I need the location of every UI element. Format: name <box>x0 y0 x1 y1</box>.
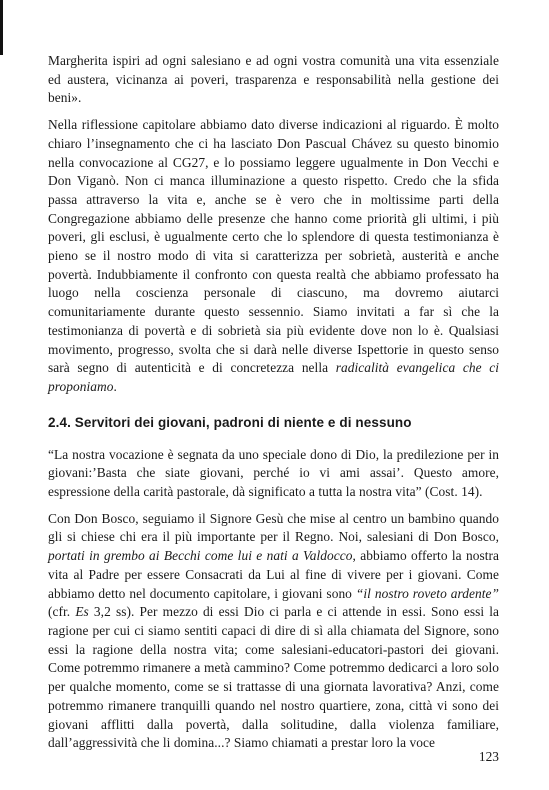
paragraph-2-italic: radicalità evangelica che ci proponiamo <box>48 360 499 394</box>
paragraph-4-part-2: , abbiamo offerto la nostra vita al Padre per essere Consacrati da Lui al fine di vivere per i giovani. Come abbiamo detto nel documento capitolare, i giovani sono <box>48 548 499 601</box>
section-heading: 2.4. Servitori dei giovani, padroni di niente e di nessuno <box>48 414 412 430</box>
paragraph-4-part-3: (cfr. <box>48 604 76 620</box>
paragraph-4-italic-1: portati in grembo ai Becchi come lui e nati a Valdocco <box>48 548 353 564</box>
paragraph-1-text: Margherita ispiri ad ogni salesiano e ad ogni vostra comunità una vita essenziale ed austera, vicinanza ai poveri, trasparenza e responsabilità nella gestione dei beni». <box>48 53 499 106</box>
paragraph-1 <box>48 52 499 108</box>
paragraph-4-part-1: Con Don Bosco, seguiamo il Signore Gesù che mise al centro un bambino quando gli si chiese chi era il più importante per il Regno. Noi, salesiani di Don Bosco, <box>48 510 499 545</box>
page-edge-mark <box>0 0 3 55</box>
paragraph-3-text: “La nostra vocazione è segnata da uno speciale dono di Dio, la predilezione per in giovani:’Basta che siate giovani, perché io vi ami assai’. Questo amore, espressione della carità pastorale, dà significato a tutta la nostra vita” (Cost. 14). <box>48 446 499 500</box>
paragraph-2-end: . <box>113 378 117 394</box>
paragraph-4-italic-3: Es <box>75 604 89 620</box>
page-number: 123 <box>478 749 499 764</box>
paragraph-2 <box>48 116 499 397</box>
document-page <box>48 52 499 753</box>
paragraph-4-part-4: 3,2 ss). Per mezzo di essi Dio ci parla e ci attende in essi. Sono essi la ragione per cui ci siamo sentiti capaci di dire di sì alla chiamata del Signore, sono essi la ragione della nostra vita; come salesiani-educatori-pastori dei giovani. Come potremmo rimanere a metà cammino? Come potremmo dedicarci a loro solo per qualche momento, come se si trattasse di una giornata lavorativa? Anzi, come potremmo rimanere tranquilli quando nel nostro quartiere, zona, città vi sono dei giovani afflitti dalla povertà, dalla solitudine, dalla violenza familiare, dall’aggressività che li domina...? Siamo chiamati a prestar loro la voce <box>48 604 499 751</box>
paragraph-4-italic-2: “il nostro roveto ardente” <box>355 585 500 601</box>
paragraph-2-text: Nella riflessione capitolare abbiamo dato diverse indicazioni al riguardo. È molto chiaro l’insegnamento che ci ha lasciato Don Pascual Chávez su questo binomio nella convocazione al CG27, e lo possiamo leggere ugualmente in Don Vecchi e Don Viganò. Non ci manca illuminazione a questo rispetto. Credo che la sfida passa attraverso la vita e, anche se è vero che in moltissime parti della Congregazione abbiamo delle presenze che hanno come priorità gli ultimi, i più poveri, gli esclusi, è ugualmente certo che lo splendore di questa testimonianza è pieno se il nostro modo di vita si caratterizza per sobrietà, austerità e anche povertà. Indubbiamente il confronto con questa realtà che abbiamo professato ha luogo nella coscienza personale di ciascuno, ma dovremo aiutarci comunitariamente durante questo sessennio. Siamo invitati a far sì che la testimonianza di povertà e di sobrietà sia più evidente dove non lo è. Qualsiasi movimento, progresso, svolta che si darà nelle diverse Ispettorie in questo senso sarà segno di autenticità e di concretezza nella <box>48 117 499 376</box>
paragraph-4 <box>48 510 499 753</box>
paragraph-3 <box>48 446 499 502</box>
